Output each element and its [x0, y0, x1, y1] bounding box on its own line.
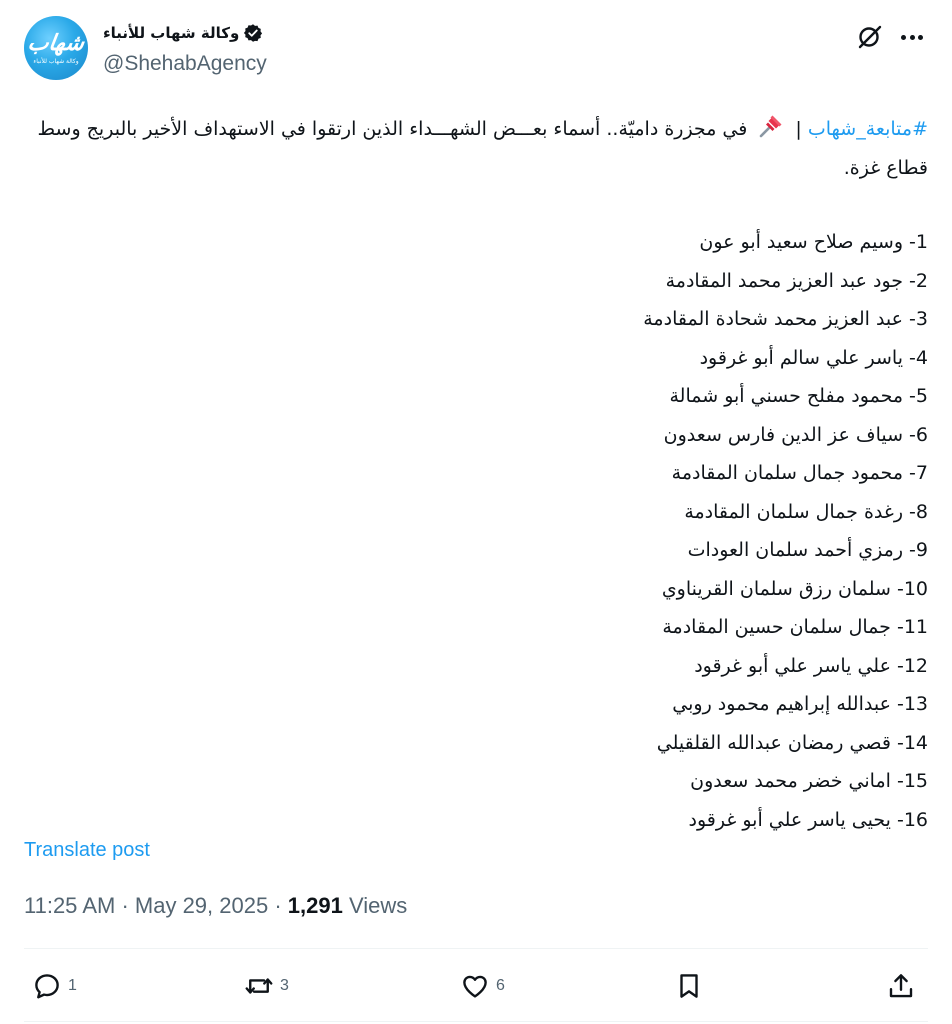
bookmark-icon	[674, 971, 704, 1001]
more-icon[interactable]	[898, 24, 926, 50]
author-name-row	[103, 20, 263, 46]
list-item: 5- محمود مفلح حسني أبو شمالة	[669, 385, 928, 407]
divider	[24, 1021, 928, 1022]
repost-button[interactable]	[244, 970, 289, 1002]
post-meta	[24, 893, 407, 919]
author-handle[interactable]: @ShehabAgency	[103, 52, 267, 75]
list-item: 4- ياسر علي سالم أبو غرقود	[699, 346, 928, 369]
list-item: 15- اماني خضر محمد سعدون	[690, 770, 928, 792]
list-item: 14- قصي رمضان عبدالله القلقيلي	[656, 731, 928, 754]
post-date[interactable]: May 29, 2025	[134, 893, 269, 918]
list-item: 1- وسيم صلاح سعيد أبو عون	[699, 231, 928, 253]
meta-separator: ·	[115, 893, 135, 918]
repost-icon	[244, 971, 274, 1001]
names-list	[24, 223, 928, 839]
list-item: 7- محمود جمال سلمان المقادمة	[671, 462, 928, 484]
intro-text: في مجزرة داميّة.. أسماء بعـــض الشهـــداء الذين ارتقوا في الاستهداف الأخير بالبريج وسط قطاع غزة.	[37, 118, 928, 179]
avatar-logo-text: شهاب	[26, 30, 86, 56]
author-avatar[interactable]	[24, 16, 88, 80]
action-bar	[24, 960, 928, 1012]
post-header	[0, 0, 952, 96]
reply-icon	[32, 971, 62, 1001]
like-button[interactable]	[460, 970, 505, 1002]
share-button[interactable]	[886, 970, 916, 1002]
author-display-name[interactable]: وكالة شهاب للأنباء	[103, 24, 240, 42]
pin-icon	[757, 112, 785, 140]
reply-button[interactable]	[32, 970, 77, 1002]
list-item: 12- علي ياسر علي أبو غرقود	[694, 654, 928, 677]
list-item: 2- جود عبد العزيز محمد المقادمة	[665, 269, 928, 292]
list-item: 8- رغدة جمال سلمان المقادمة	[684, 500, 928, 523]
grok-icon[interactable]	[857, 24, 883, 50]
translate-post-link[interactable]: Translate post	[24, 839, 150, 861]
intro-separator: |	[789, 118, 808, 140]
list-item: 3- عبد العزيز محمد شحادة المقادمة	[643, 308, 928, 330]
like-count: 6	[496, 977, 505, 994]
views-label: Views	[342, 893, 408, 918]
post-text	[24, 110, 928, 839]
list-item: 9- رمزي أحمد سلمان العودات	[687, 539, 928, 561]
divider	[24, 948, 928, 949]
hashtag-link[interactable]: #متابعة_شهاب	[807, 118, 928, 140]
reply-count: 1	[68, 977, 77, 994]
views-count[interactable]: 1,291	[287, 893, 343, 918]
list-item: 6- سياف عز الدين فارس سعدون	[663, 423, 928, 446]
list-item: 11- جمال سلمان حسين المقادمة	[662, 616, 928, 638]
post-intro	[24, 110, 928, 187]
meta-separator: ·	[268, 893, 288, 918]
avatar-logo-subtext: وكالة شهاب للأنباء	[33, 58, 79, 65]
list-item: 10- سلمان رزق سلمان القريناوي	[661, 577, 928, 600]
like-icon	[460, 971, 490, 1001]
repost-count: 3	[280, 977, 289, 994]
share-icon	[886, 971, 916, 1001]
post-time[interactable]: 11:25 AM	[24, 893, 116, 918]
verified-icon	[243, 23, 263, 43]
bookmark-button[interactable]	[674, 970, 704, 1002]
list-item: 16- يحيى ياسر علي أبو غرقود	[688, 808, 928, 831]
list-item: 13- عبدالله إبراهيم محمود روبي	[672, 693, 928, 715]
